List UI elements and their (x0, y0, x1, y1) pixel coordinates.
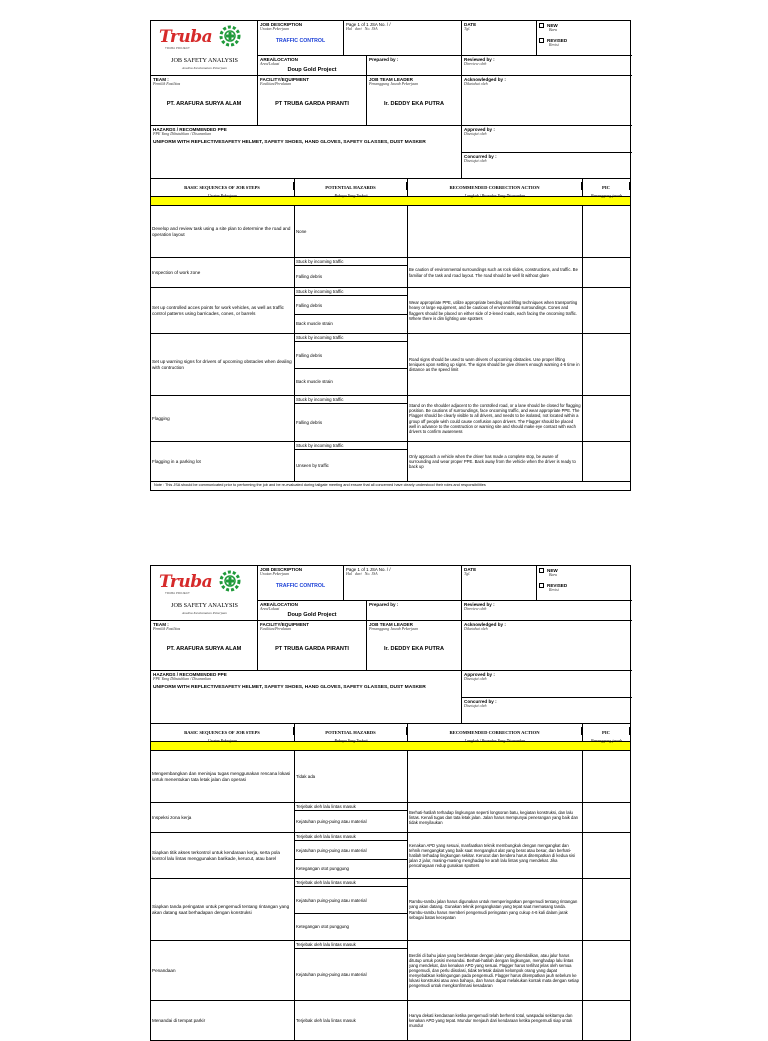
hazards-cell (295, 941, 408, 1000)
hazard-item: Kejatuhan puing-puing atau material (295, 887, 407, 914)
leader-cell: JOB TEAM LEADER Penanggung Jawab Pekerjaan Ir. DEDDY EKA PUTRA (367, 76, 462, 126)
approved-cell: Approved by : Disetujui oleh (462, 671, 632, 698)
ppe-value: UNIFORM WITH REFLECTIVESAFETY HELMET, SAFETY SHOES, HAND GLOVES, SAFETY GLASSES, DUST MASKER (153, 684, 426, 690)
pic-cell (583, 879, 630, 940)
hazards-cell (295, 288, 408, 333)
team-value: PT. ARAFURA SURYA ALAM (166, 100, 242, 107)
pic-cell (583, 288, 630, 333)
job-step-cell: Siapkan titik akses terkontrol untuk kendaraan kerja, serta pola kontrol lalu lintas menggunakan barikade, kerucut, atau barel (151, 833, 295, 878)
correction-action-cell: Kenakan APD yang sesuai, manfaatkan teknik membungkuk dengan mengangkat dan tehnik mengangkat yang baik saat mengangkut alat yang berat atau besar, dan berhati-hatilah terhadap lingkungan sekitar. Kerucut dan bendera harus ditempatkan di kedua sisi jalan 2 jalur, masing-masing menghadap ke arah lalu lintas yang mendekat. Jika pencahayaan redup gunakan spotters (408, 833, 583, 878)
logo-block (151, 21, 258, 76)
hazard-item: Ketegangan otot punggung (296, 866, 349, 872)
hazard-item: Terjebak oleh lalu lintas masuk (295, 833, 407, 841)
ppe-value: UNIFORM WITH REFLECTIVESAFETY HELMET, SAFETY SHOES, HAND GLOVES, SAFETY GLASSES, DUST MASKER (153, 139, 426, 145)
gear-icon (219, 570, 241, 592)
area-value: Doup Gold Project (287, 66, 337, 73)
jsa-subtitle: Analisa Keselamatan Pekerjaan (181, 611, 228, 615)
gear-icon (219, 25, 241, 47)
note-text: Note : This JSA should be communicated prior to performing the job and be re-evaluated during tailgate meeting and ensure that all concerned have clearly understood their roles and responsibilities (154, 483, 486, 487)
jsa-title: JOB SAFETY ANALYSIS (171, 602, 238, 609)
job-step-cell: Mengembangkan dan meninjau tugas menggunakan rencana lokasi untuk menentukan tata letak jalan dan operasi (151, 751, 295, 802)
job-description-value: TRAFFIC CONTROL (275, 37, 326, 44)
hazards-cell (295, 803, 408, 832)
hazard-item: Kejatuhan puing-puing atau material (296, 819, 367, 824)
job-step-cell: Inspection of work zone (151, 258, 295, 287)
team-cell: TEAM : Pemilik Fasilitas PT. ARAFURA SURYA ALAM (151, 76, 258, 126)
page-jsa-cell: Page 1 of 1 JSA No. / / Hal dari No. JSA (344, 566, 462, 601)
logo-block (151, 566, 258, 621)
table-row (151, 833, 630, 879)
revision-cell: NEW Baru REVISED Revisi (537, 21, 632, 56)
job-step-cell: Set up controlled acces points for work vehicles, as well as traffic control patterns using barricades, cones, or barrels (151, 288, 295, 333)
prepared-cell: Prepared by : (367, 56, 462, 76)
revision-cell: NEW Baru REVISED Revisi (537, 566, 632, 601)
column-headers: BASIC SEQUENCES OF JOB STEPS Urutan Pekerjaan POTENTIAL HAZARDS Bahaya Yang Terkait RECOMMENDED CORRECTION ACTION Langkah / Prosedur Yang Disarankan PIC Penanggung jawab (151, 179, 630, 197)
leader-value: Ir. DEDDY EKA PUTRA (384, 100, 444, 107)
page-jsa-cell: Page 1 of 1 JSA No. / / Hal dari No. JSA (344, 21, 462, 56)
hazards-cell (295, 396, 408, 441)
new-checkbox[interactable] (539, 23, 544, 28)
pic-cell (583, 442, 630, 481)
jsa-rows (151, 206, 630, 482)
hazard-item: Falling debris (296, 274, 323, 279)
hazard-item: Terjebak oleh lalu lintas masuk (295, 941, 407, 949)
jsa-sheet-indonesian (150, 565, 631, 1041)
table-row (151, 879, 630, 941)
brand-logo: Truba (159, 27, 213, 47)
correction-action-cell: Hanya dekati kendaraan ketika pengemudi telah berhenti total, waspadai sekitarnya dan kenakan APD yang tepat. Mundur menjauh dari kendaraan ketika pengemudi siap untuk mundur (408, 1001, 583, 1040)
hazard-item: Terjebak oleh lalu lintas masuk (295, 879, 407, 887)
correction-action-cell (408, 751, 583, 802)
hazards-cell (295, 334, 408, 395)
hazards-cell (295, 751, 408, 802)
table-row (151, 803, 630, 833)
correction-action-cell: Berdiri di bahu jalan yang berdekatan dengan jalan yang dikendalikan, atau jalur harus ditutup untuk posisi menandai. Berhati-hatilah dengan lingkungan, menghadap lalu lintas yang mendekat, dan kenakan APD yang sesuai. Flagger harus terlihat jelas oleh semua pengemudi, dan perlu diisolasi, tidak terletak dalam kelompok orang yang dapat menyebabkan kebingungan pada pengemudi. Flagger harus ditempatkan jauh sebelum ke lokasi konstruksi atau area bahaya, dan harus dapat melakukan kontak mata dengan setiap pengemudi untuk mengkonfirmasi kesadaran (408, 941, 583, 1000)
correction-action-cell: Wear appropriate PPE, utilize appropriate bending and lifting techniques when transporting heavy or large equipment, and be cautious of environmental surroundings. Cones and flaggers should be placed on either side of 2-lened roads, each facing the oncoming traffic. Where there is dim lighting use spotters (408, 288, 583, 333)
job-step-cell: Siapkan tanda peringatan untuk pengemudi tentang rintangan yang akan datang saat berhadapan dengan konstruksi (151, 879, 295, 940)
concurred-cell: Concurred by : Disetujui oleh (464, 699, 497, 709)
hazard-item: None (296, 228, 307, 234)
highlight-bar (151, 742, 630, 751)
area-value: Doup Gold Project (287, 611, 337, 618)
job-step-cell: Flagging in a parking lot (151, 442, 295, 481)
hazard-item: Stuck by incoming traffic (295, 396, 407, 404)
pic-cell (583, 206, 630, 257)
jsa-rows (151, 751, 630, 1041)
job-description-value: TRAFFIC CONTROL (275, 582, 326, 589)
job-step-cell: Inspeksi zona kerja (151, 803, 295, 832)
jsa-subtitle: Analisa Keselamatan Pekerjaan (181, 66, 228, 70)
hazard-item: Stuck by incoming traffic (295, 334, 407, 342)
acknowledged-cell: Acknowledged by : Diketahui oleh (462, 76, 632, 126)
correction-action-cell (408, 206, 583, 257)
hazard-item: Back muscle strain (296, 379, 333, 385)
team-cell: TEAM : Pemilik Fasilitas PT. ARAFURA SURYA ALAM (151, 621, 258, 671)
job-step-cell: Menandai di tempat parkir (151, 1001, 295, 1040)
hazard-item: Kejatuhan puing-puing atau material (295, 841, 407, 860)
pic-cell (583, 803, 630, 832)
hazard-item: Stuck by incoming traffic (295, 442, 407, 450)
brand-subtitle: TRUBA PROJECT (165, 46, 190, 50)
correction-action-cell: Be caution of environmental surroundings such as rock slides, constructions, and traffic. Be familiar of the task and road layout. The road should be well lit without glare (408, 258, 583, 287)
job-description-cell: JOB DESCRIPTION Uraian Pekerjaan TRAFFIC CONTROL (258, 566, 344, 601)
table-row (151, 396, 630, 442)
hazard-item: Unseen by traffic (296, 463, 329, 468)
pic-cell (583, 751, 630, 802)
ppe-cell: HAZARDS / RECOMMENDED PPE PPE Yang Dibutuhkan / Disarankan UNIFORM WITH REFLECTIVESAFETY HELMET, SAFETY SHOES, HAND GLOVES, SAFETY GLASSES, DUST MASKER (151, 126, 462, 179)
brand-subtitle: TRUBA PROJECT (165, 591, 190, 595)
job-step-cell: Set up warning signs for drivers of upcoming obstacles when dealing with contruction (151, 334, 295, 395)
pic-cell (583, 941, 630, 1000)
table-row (151, 751, 630, 803)
new-checkbox[interactable] (539, 568, 544, 573)
pic-cell (583, 258, 630, 287)
hazard-item: Falling debris (295, 296, 407, 315)
pic-cell (583, 833, 630, 878)
hazard-item: Tidak ada (296, 773, 316, 779)
job-step-cell: Penandaan (151, 941, 295, 1000)
table-row (151, 288, 630, 334)
correction-action-cell: Rambu-rambu jalan harus digunakan untuk memperingatkan pengemudi tentang rintangan yang akan datang. Gunakan teknik pengangkatan yang tepat saat memasang tanda. Rambu-rambu harus memberi pengemudi peringatan yang cukup 4-6 kali dalam jarak sebagai batas kecepatan (408, 879, 583, 940)
area-cell: AREA/LOCATION Area/Lokasi Doup Gold Project (258, 56, 367, 76)
jsa-header (151, 566, 630, 724)
hazards-cell (295, 833, 408, 878)
hazard-item: Terjebak oleh lalu lintas masuk (295, 803, 407, 811)
hazard-item: Stuck by incoming traffic (295, 258, 407, 266)
hazards-cell (295, 442, 408, 481)
ppe-cell: HAZARDS / RECOMMENDED PPE PPE Yang Dibutuhkan / Disarankan UNIFORM WITH REFLECTIVESAFETY HELMET, SAFETY SHOES, HAND GLOVES, SAFETY GLASSES, DUST MASKER (151, 671, 462, 724)
pic-cell (583, 396, 630, 441)
hazard-item: Falling debris (296, 420, 323, 425)
hazard-item: Terjebak oleh lalu lintas masuk (296, 1017, 356, 1023)
table-row (151, 442, 630, 482)
highlight-bar (151, 197, 630, 206)
hazards-cell (295, 1001, 408, 1040)
approved-cell: Approved by : Disetujui oleh (462, 126, 632, 153)
area-cell: AREA/LOCATION Area/Lokasi Doup Gold Project (258, 601, 367, 621)
facility-value: PT TRUBA GARDA PIRANTI (275, 645, 349, 652)
table-row (151, 1001, 630, 1041)
hazards-cell (295, 879, 408, 940)
hazard-item: Back muscle strain (296, 321, 333, 327)
hazards-cell (295, 206, 408, 257)
table-row (151, 258, 630, 288)
pic-cell (583, 1001, 630, 1040)
table-row (151, 334, 630, 396)
jsa-sheet-english (150, 20, 631, 491)
hazard-item: Falling debris (295, 342, 407, 369)
hazard-item: Stuck by incoming traffic (295, 288, 407, 296)
acknowledged-cell: Acknowledged by : Diketahui oleh (462, 621, 632, 671)
correction-action-cell: Stand on the shoulder adjacent to the controlled road, or a lane should be closed for flagging position. Be cautions of surroundings, face oncoming traffic, and wear appropriate PPE. The Flagger should be clearly visible to all drivers, and needs to be isolated, not located within a group off people wish could cause confusion apon drivers. The Flagger should be placed well in advance to the construction or warning site and should make eye contact with each drivers to confirm awareness (408, 396, 583, 441)
date-cell: DATE Tgl. (462, 21, 537, 56)
revised-checkbox[interactable] (539, 38, 544, 43)
pic-cell (583, 334, 630, 395)
prepared-cell: Prepared by : (367, 601, 462, 621)
hazard-item: Ketegangan otot punggung (296, 924, 349, 930)
table-row (151, 206, 630, 258)
facility-cell: FACILITY/EQUIPMENT Fasilitas/Peralatan PT TRUBA GARDA PIRANTI (258, 621, 367, 671)
date-cell: DATE Tgl. (462, 566, 537, 601)
leader-cell: JOB TEAM LEADER Penanggung Jawab Pekerjaan Ir. DEDDY EKA PUTRA (367, 621, 462, 671)
job-step-cell: Flagging (151, 396, 295, 441)
column-headers: BASIC SEQUENCES OF JOB STEPS Urutan Pekerjaan POTENTIAL HAZARDS Bahaya Yang Terkait RECOMMENDED CORRECTION ACTION Langkah / Prosedur Yang Disarankan PIC Penanggung jawab (151, 724, 630, 742)
hazard-item: Kejatuhan puing-puing atau material (296, 972, 367, 977)
table-row (151, 941, 630, 1001)
leader-value: Ir. DEDDY EKA PUTRA (384, 645, 444, 652)
hazards-cell (295, 258, 408, 287)
concurred-cell: Concurred by : Disetujui oleh (464, 154, 497, 164)
jsa-title: JOB SAFETY ANALYSIS (171, 57, 238, 64)
correction-action-cell: Road signs should be used to warn drivers of upcoming obstacles. Use proper lifting teniques upon setting up signs. The signs should be give drivers enough warning 4-6 time in distance as the speed limit (408, 334, 583, 395)
job-description-cell: JOB DESCRIPTION Uraian Pekerjaan TRAFFIC CONTROL (258, 21, 344, 56)
correction-action-cell: Only approach a vehicle when the driver has made a complete stop, be aware of surrounding and wear proper PPE. Back away from the vehicle when the driver is ready to back up (408, 442, 583, 481)
facility-value: PT TRUBA GARDA PIRANTI (275, 100, 349, 107)
reviewed-cell: Reviewed by : Direview oleh (462, 56, 632, 76)
revised-checkbox[interactable] (539, 583, 544, 588)
correction-action-cell: Berhati-hatilah terhadap lingkungan seperti longsoran batu, kegiatan konstruksi, dan lalu lintas. Kenali tugas dan tata letak jalan. Jalan harus mempunyai penerangan yang baik dan tidak menyilaukan (408, 803, 583, 832)
facility-cell: FACILITY/EQUIPMENT Fasilitas/Peralatan PT TRUBA GARDA PIRANTI (258, 76, 367, 126)
jsa-header (151, 21, 630, 179)
reviewed-cell: Reviewed by : Direview oleh (462, 601, 632, 621)
brand-logo: Truba (159, 572, 213, 592)
team-value: PT. ARAFURA SURYA ALAM (166, 645, 242, 652)
job-step-cell: Develop and review task using a site plan to determine the road and operation layout (151, 206, 295, 257)
